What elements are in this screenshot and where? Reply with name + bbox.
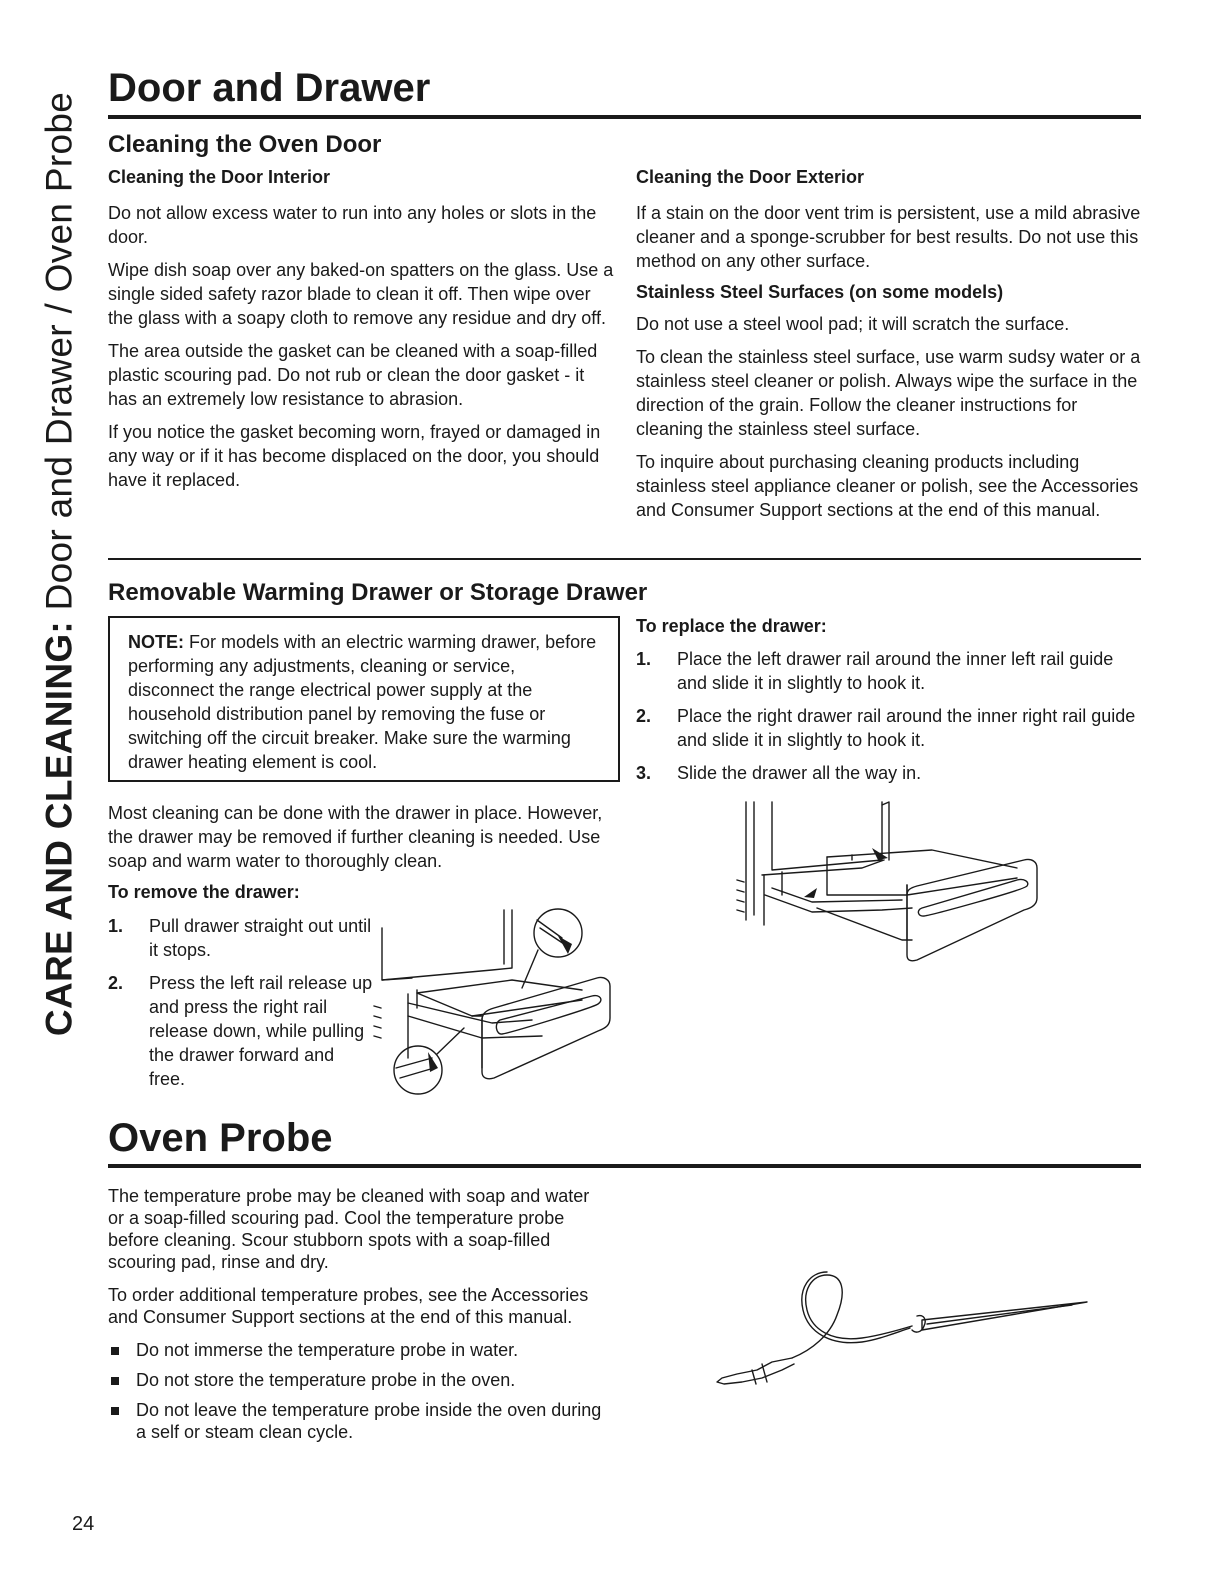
remove-step (108, 971, 374, 1091)
stainless-paragraph: To clean the stainless steel surface, use warm sudsy water or a stainless steel cleaner or polish. Always wipe the surface in the direction of the grain. Follow the cleaner instructions for cleaning the stainless steel surface. (636, 347, 1141, 440)
door-interior-paragraph: If you notice the gasket becoming worn, frayed or damaged in any way or if it has become displaced on the door, you should have it replaced. (108, 421, 601, 490)
drawer-intro: Most cleaning can be done with the drawer in place. However, the drawer may be removed if further cleaning is needed. Use soap and warm water to thoroughly clean. (108, 803, 603, 871)
arrow-down-icon (558, 936, 572, 954)
probe-bullet: Do not immerse the temperature probe in water. (108, 1339, 608, 1361)
arrow-left-icon (804, 888, 817, 898)
door-interior-paragraph: Do not allow excess water to run into any holes or slots in the door. (108, 202, 597, 247)
step-text: Place the right drawer rail around the inner right rail guide and slide it in slightly to hook it. (677, 705, 1136, 750)
probe-paragraph: The temperature probe may be cleaned with soap and water or a soap-filled scouring pad. Cool the temperature probe before cleaning. Scour stubborn spots with a soap-filled scouring pad, rinse and dry. (108, 1186, 590, 1272)
page-title: Door and Drawer (108, 66, 431, 110)
step-number: 2. (108, 973, 124, 993)
step-text: Pull drawer straight out until it stops. (149, 916, 372, 960)
probe-paragraph: To order additional temperature probes, see the Accessories and Consumer Support sections at the end of this manual. (108, 1285, 589, 1327)
step-text: Place the left drawer rail around the inner left rail guide and slide it in slightly to hook it. (677, 648, 1114, 693)
replace-steps-column (636, 616, 1142, 794)
note-label: NOTE: (128, 632, 184, 652)
oven-probe-title: Oven Probe (108, 1116, 333, 1160)
page-number: 24 (72, 1513, 95, 1535)
step-text: Slide the drawer all the way in. (677, 762, 922, 783)
side-tab-light: Door and Drawer / Oven Probe (38, 91, 80, 610)
step-number: 1. (636, 648, 652, 669)
drawer-intro-column (108, 801, 618, 913)
replace-step (636, 704, 1142, 752)
remove-step (108, 914, 374, 962)
door-interior-heading: Cleaning the Door Interior (108, 167, 331, 187)
stainless-paragraph: To inquire about purchasing cleaning products including stainless steel appliance cleaner or polish, see the Accessories and Consumer Support sections at the end of this manual. (636, 452, 1139, 521)
probe-bullets (108, 1339, 608, 1443)
replace-drawer-heading: To replace the drawer: (636, 616, 827, 636)
replace-steps (636, 647, 1142, 785)
replace-step (636, 761, 1142, 785)
door-interior-column (108, 167, 616, 501)
step-text: Press the left rail release up and press the right rail release down, while pulling the drawer forward and free. (149, 973, 373, 1089)
note-text (128, 632, 596, 772)
note-body: For models with an electric warming drawer, before performing any adjustments, cleaning or service, disconnect the range electrical power supply at the household distribution panel by removing the fuse or switching off the circuit breaker. Make sure the warming drawer heating element is cool. (128, 632, 597, 772)
side-tab (26, 56, 92, 1071)
warming-drawer-note (108, 616, 620, 782)
door-interior-paragraph: Wipe dish soap over any baked-on spatters on the glass. Use a single sided safety razor blade to clean it off. Then wipe over the glass with a soapy cloth to remove any residue and dry off. (108, 259, 614, 328)
probe-bullet: Do not store the temperature probe in the oven. (108, 1369, 608, 1391)
replace-step (636, 647, 1142, 695)
door-exterior-paragraph: If a stain on the door vent trim is persistent, use a mild abrasive cleaner and a sponge-scrubber for best results. Do not use this method on any other surface. (636, 202, 1141, 271)
step-number: 1. (108, 916, 124, 936)
remove-drawer-heading: To remove the drawer: (108, 882, 300, 902)
stainless-heading: Stainless Steel Surfaces (on some models) (636, 281, 1004, 302)
door-interior-paragraph: The area outside the gasket can be cleaned with a soap-filled plastic scouring pad. Do not rub or clean the door gasket - it has an extremely low resistance to abrasion. (108, 340, 598, 409)
side-tab-label (38, 91, 80, 1036)
section-divider (108, 558, 1141, 560)
probe-bullet: Do not leave the temperature probe inside the oven during a self or steam clean cycle. (108, 1399, 608, 1443)
temperature-probe-illustration (712, 1270, 1092, 1390)
side-tab-bold: CARE AND CLEANING: (38, 620, 80, 1036)
door-exterior-column (636, 167, 1142, 531)
remove-steps-column (108, 914, 374, 1100)
drawer-remove-illustration (372, 908, 614, 1096)
stainless-paragraph: Do not use a steel wool pad; it will scratch the surface. (636, 314, 1070, 335)
step-number: 2. (636, 705, 652, 726)
step-number: 3. (636, 762, 652, 783)
remove-steps (108, 914, 374, 1091)
door-exterior-heading: Cleaning the Door Exterior (636, 167, 865, 187)
title-rule (108, 115, 1141, 119)
drawer-replace-illustration (732, 800, 1044, 975)
oven-door-heading: Cleaning the Oven Door (108, 131, 382, 158)
drawer-heading: Removable Warming Drawer or Storage Drawer (108, 579, 648, 606)
probe-title-rule (108, 1164, 1141, 1168)
probe-text-column (108, 1185, 608, 1451)
